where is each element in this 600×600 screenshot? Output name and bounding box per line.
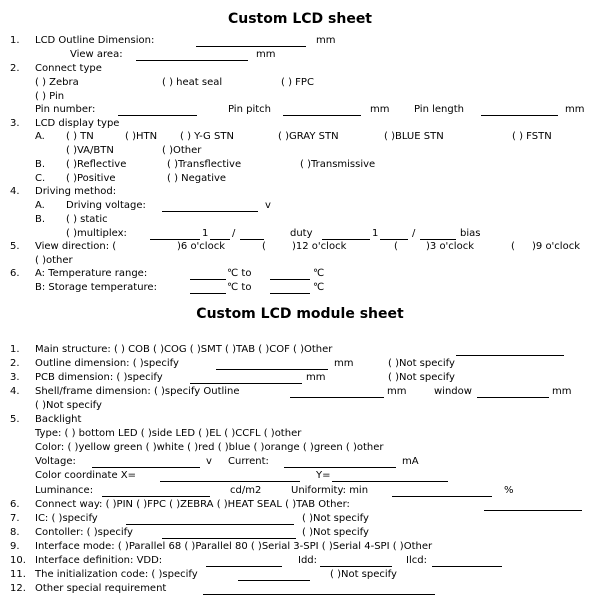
unit-label: v [206, 456, 212, 467]
driving-method-heading: Driving method: [35, 186, 117, 197]
item-number: 11. [10, 569, 26, 580]
view-direction-label: View direction: ( [35, 241, 117, 252]
twelve-oclock-option[interactable]: )12 o'clock [292, 241, 347, 252]
shell-frame-specify[interactable]: Shell/frame dimension: ( )specify Outline [35, 386, 240, 397]
unit-label: % [504, 485, 514, 496]
item-number: 9. [10, 541, 20, 552]
ic-not-specify[interactable]: ( )Not specify [302, 513, 369, 524]
unit-label: mm [552, 386, 572, 397]
item-number: 6. [10, 268, 20, 279]
item-number: 7. [10, 513, 20, 524]
init-code-not-specify[interactable]: ( )Not specify [330, 569, 397, 580]
module-sheet-title: Custom LCD module sheet [196, 306, 404, 322]
init-code-field[interactable] [238, 580, 310, 581]
interface-mode-options[interactable]: Interface mode: ( )Parallel 68 ( )Parallel 80 ( )Serial 3-SPI ( )Serial 4-SPI ( )Other [35, 541, 433, 552]
storage-min-field[interactable] [190, 293, 226, 294]
backlight-type-options[interactable]: Type: ( ) bottom LED ( )side LED ( )EL ( )CCFL ( )other [35, 428, 302, 439]
unit-label: mm [387, 386, 407, 397]
current-label: Current: [228, 456, 269, 467]
backlight-heading: Backlight [35, 414, 82, 425]
outline-dimension-field[interactable] [216, 369, 328, 370]
row-letter: A. [35, 131, 45, 142]
va-btn-option[interactable]: ( )VA/BTN [66, 145, 114, 156]
row-letter: A. [35, 200, 45, 211]
unit-label: mm [565, 104, 585, 115]
item-number: 2. [10, 63, 20, 74]
outline-dimension-specify[interactable]: Outline dimension: ( )specify [35, 358, 179, 369]
color-y-field[interactable] [332, 481, 448, 482]
item-number: 5. [10, 414, 20, 425]
yg-stn-option[interactable]: ( ) Y-G STN [180, 131, 234, 142]
storage-temperature-label: B: Storage temperature: [35, 282, 157, 293]
bias-field[interactable] [380, 239, 408, 240]
paren-open: ( [394, 241, 398, 252]
duty-field[interactable] [210, 239, 230, 240]
outline-not-specify[interactable]: ( )Not specify [388, 358, 455, 369]
uniformity-field[interactable] [392, 496, 492, 497]
item-number: 10. [10, 555, 26, 566]
ilcd-field[interactable] [432, 566, 502, 567]
storage-max-field[interactable] [270, 293, 310, 294]
row-letter: C. [35, 173, 46, 184]
item-number: 12. [10, 583, 26, 594]
nine-oclock-option[interactable]: )9 o'clock [532, 241, 580, 252]
display-type-heading: LCD display type [35, 118, 120, 129]
item-number: 5. [10, 241, 20, 252]
interface-definition-label: Interface definition: VDD: [35, 555, 163, 566]
item-number: 4. [10, 386, 20, 397]
row-letter: B. [35, 159, 46, 170]
fpc-option[interactable]: ( ) FPC [281, 77, 314, 88]
luminance-label: Luminance: [35, 485, 94, 496]
pin-length-label: Pin length [414, 104, 464, 115]
zebra-option[interactable]: ( ) Zebra [35, 77, 79, 88]
voltage-label: Voltage: [35, 456, 76, 467]
controller-not-specify[interactable]: ( )Not specify [302, 527, 369, 538]
outline-dimension-label: LCD Outline Dimension: [35, 35, 155, 46]
item-number: 1. [10, 35, 20, 46]
item-number: 2. [10, 358, 20, 369]
window-label: window [434, 386, 472, 397]
item-number: 3. [10, 372, 20, 383]
connect-type-heading: Connect type [35, 63, 102, 74]
temp-min-field[interactable] [190, 279, 226, 280]
duty-slash: / [232, 228, 236, 239]
bias-gap-field[interactable] [322, 239, 370, 240]
uniformity-label: Uniformity: min [291, 485, 369, 496]
blue-stn-option[interactable]: ( )BLUE STN [384, 131, 444, 142]
fstn-option[interactable]: ( ) FSTN [512, 131, 552, 142]
voltage-field[interactable] [92, 467, 200, 468]
view-area-field[interactable] [136, 60, 248, 61]
backlight-color-options[interactable]: Color: ( )yellow green ( )white ( )red ( )blue ( )orange ( )green ( )other [35, 442, 384, 453]
pcb-dimension-field[interactable] [190, 383, 302, 384]
init-code-specify[interactable]: The initialization code: ( )specify [35, 569, 198, 580]
shell-outline-field[interactable] [290, 397, 384, 398]
ic-field[interactable] [126, 524, 294, 525]
static-option[interactable]: ( ) static [66, 214, 108, 225]
other-display-option[interactable]: ( )Other [162, 145, 202, 156]
bias-slash: / [412, 228, 416, 239]
transflective-option[interactable]: ( )Transflective [167, 159, 242, 170]
transmissive-option[interactable]: ( )Transmissive [300, 159, 376, 170]
view-area-label: View area: [70, 49, 123, 60]
controller-specify[interactable]: Contoller: ( )specify [35, 527, 133, 538]
paren-open: ( [511, 241, 515, 252]
connect-way-options[interactable]: Connect way: ( )PIN ( )FPC ( )ZEBRA ( )HEAT SEAL ( )TAB Other: [35, 499, 350, 510]
temp-max-field[interactable] [270, 279, 310, 280]
shell-not-specify[interactable]: ( )Not specify [35, 400, 102, 411]
luminance-field[interactable] [102, 496, 210, 497]
celsius-to: ℃ to [227, 268, 252, 279]
unit-label: mA [402, 456, 419, 467]
negative-option[interactable]: ( ) Negative [167, 173, 227, 184]
pin-number-label: Pin number: [35, 104, 96, 115]
duty-denominator-field[interactable] [240, 239, 264, 240]
six-oclock-option[interactable]: )6 o'clock [177, 241, 225, 252]
celsius-unit: ℃ [313, 282, 325, 293]
driving-voltage-label: Driving voltage: [66, 200, 146, 211]
other-requirement-field[interactable] [203, 594, 435, 595]
main-structure-options[interactable]: Main structure: ( ) COB ( )COG ( )SMT ( )TAB ( )COF ( )Other [35, 344, 333, 355]
paren-open: ( [262, 241, 266, 252]
ilcd-label: Ilcd: [406, 555, 427, 566]
driving-voltage-field[interactable] [162, 211, 258, 212]
unit-label: mm [306, 372, 326, 383]
controller-field[interactable] [162, 538, 296, 539]
unit-label: mm [370, 104, 390, 115]
duty-numerator: 1 [202, 228, 209, 239]
multiplex-field[interactable] [150, 239, 200, 240]
outline-dimension-field[interactable] [196, 46, 306, 47]
item-number: 1. [10, 344, 20, 355]
pin-option[interactable]: ( ) Pin [35, 91, 65, 102]
color-y-label: Y= [316, 470, 331, 481]
item-number: 6. [10, 499, 20, 510]
unit-label: mm [256, 49, 276, 60]
idd-field[interactable] [320, 566, 392, 567]
unit-label: mm [316, 35, 336, 46]
color-x-field[interactable] [160, 481, 300, 482]
ic-specify[interactable]: IC: ( )specify [35, 513, 98, 524]
pcb-dimension-specify[interactable]: PCB dimension: ( )specify [35, 372, 163, 383]
item-number: 8. [10, 527, 20, 538]
lcd-sheet-title: Custom LCD sheet [227, 11, 373, 27]
gray-stn-option[interactable]: ( )GRAY STN [278, 131, 339, 142]
color-coordinate-label: Color coordinate X= [35, 470, 137, 481]
unit-label: v [265, 200, 271, 211]
reflective-option[interactable]: ( )Reflective [66, 159, 127, 170]
current-field[interactable] [284, 467, 396, 468]
temperature-range-label: A: Temperature range: [35, 268, 148, 279]
pin-length-field[interactable] [481, 115, 558, 116]
other-requirement-label: Other special requirement [35, 583, 167, 594]
vdd-field[interactable] [206, 566, 282, 567]
bias-numerator: 1 [372, 228, 379, 239]
bias-denominator-field[interactable] [420, 239, 456, 240]
heat-seal-option[interactable]: ( ) heat seal [162, 77, 223, 88]
celsius-to: ℃ to [227, 282, 252, 293]
pin-pitch-field[interactable] [283, 115, 361, 116]
main-structure-other-field[interactable] [456, 355, 564, 356]
positive-option[interactable]: ( )Positive [66, 173, 116, 184]
other-view-option[interactable]: ( )other [35, 255, 73, 266]
window-field[interactable] [477, 397, 549, 398]
pin-pitch-label: Pin pitch [228, 104, 271, 115]
tn-option[interactable]: ( ) TN [66, 131, 94, 142]
pin-number-field[interactable] [118, 115, 197, 116]
item-number: 4. [10, 186, 20, 197]
htn-option[interactable]: ( )HTN [125, 131, 158, 142]
unit-label: cd/m2 [230, 485, 262, 496]
row-letter: B. [35, 214, 46, 225]
bias-label: bias [460, 228, 481, 239]
celsius-unit: ℃ [313, 268, 325, 279]
connect-way-other-field[interactable] [484, 510, 582, 511]
unit-label: mm [334, 358, 354, 369]
duty-label: duty [290, 228, 313, 239]
pcb-not-specify[interactable]: ( )Not specify [388, 372, 455, 383]
item-number: 3. [10, 118, 20, 129]
three-oclock-option[interactable]: )3 o'clock [426, 241, 474, 252]
idd-label: Idd: [298, 555, 318, 566]
multiplex-option[interactable]: ( )multiplex: [66, 228, 127, 239]
